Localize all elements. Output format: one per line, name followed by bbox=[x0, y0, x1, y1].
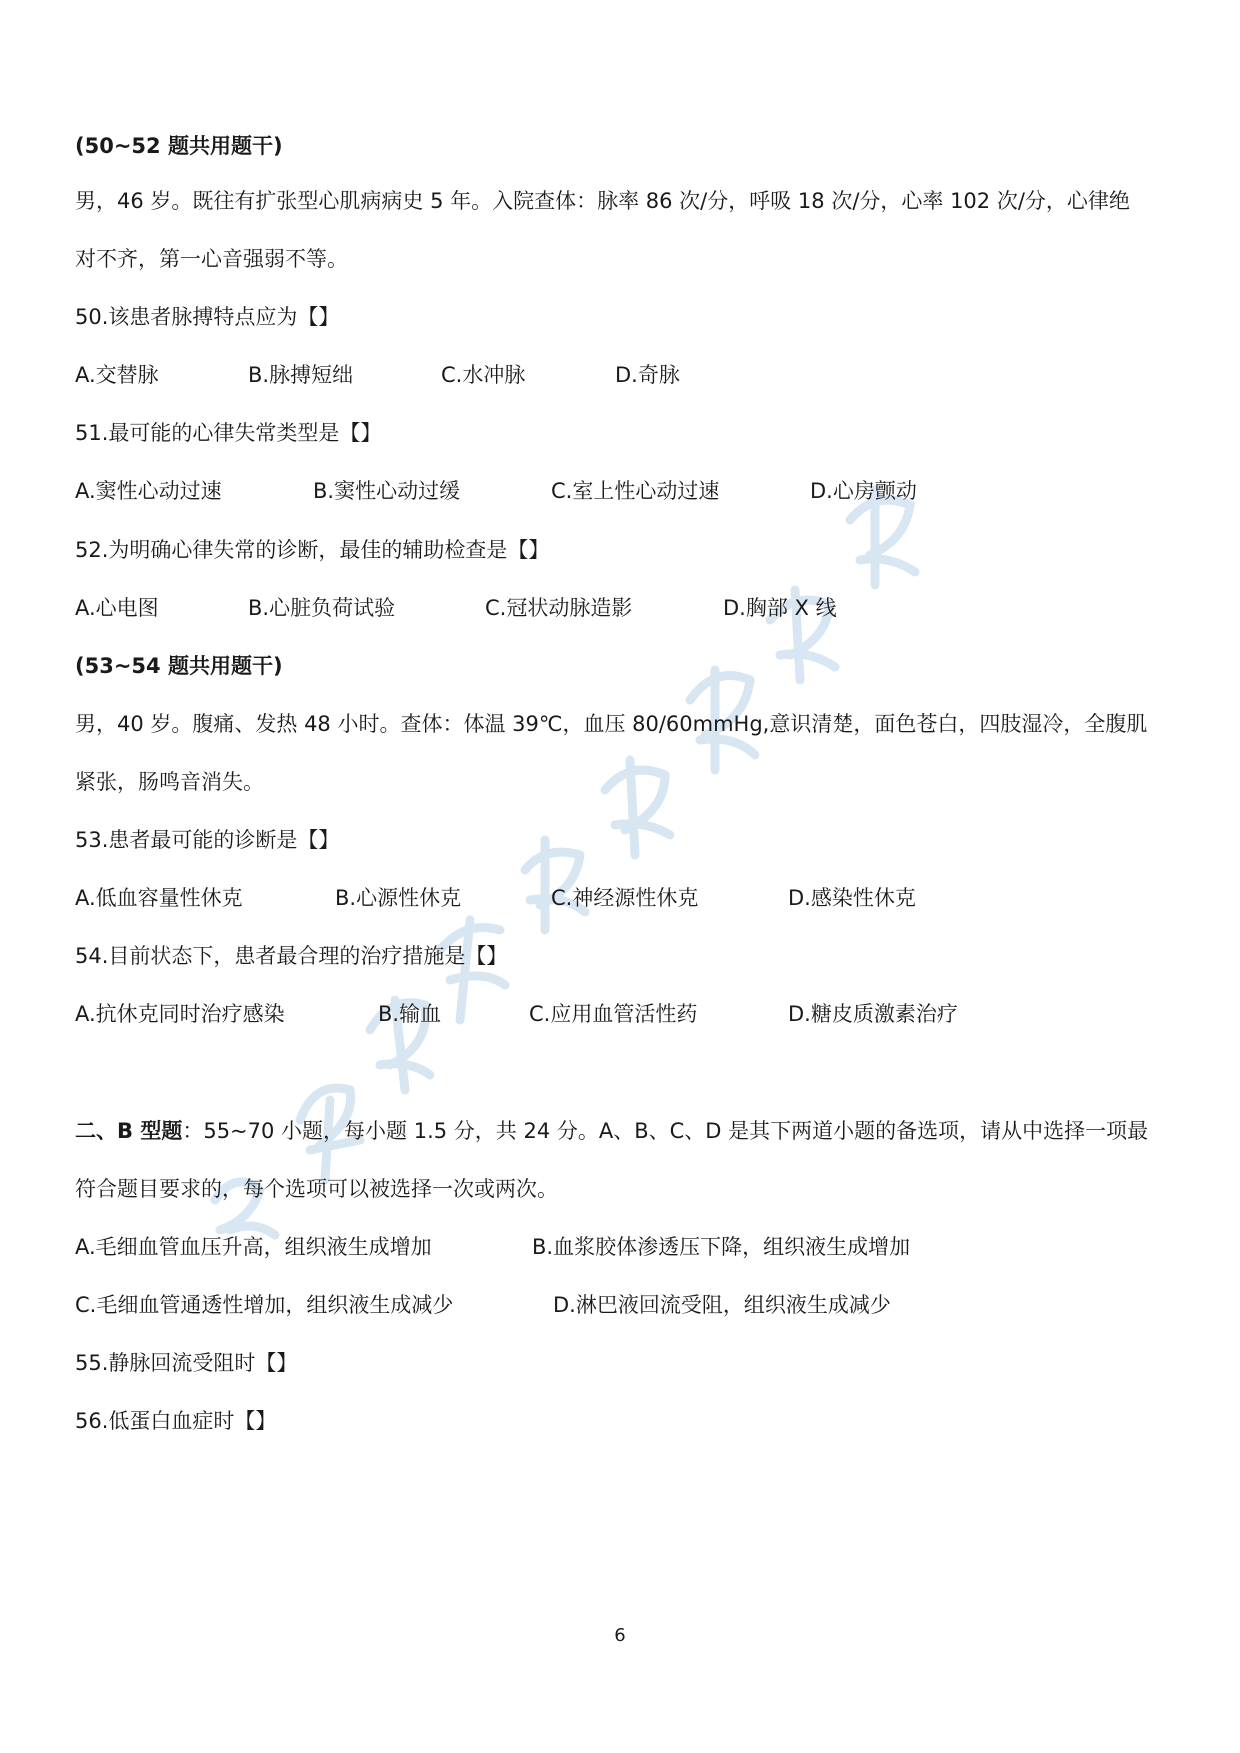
question-50-option-d: D.奇脉 bbox=[615, 363, 680, 387]
shared-option-c: C.毛细血管通透性增加，组织液生成减少 bbox=[75, 1293, 454, 1317]
question-54-option-c: C.应用血管活性药 bbox=[529, 1002, 698, 1026]
shared-option-a: A.毛细血管血压升高，组织液生成增加 bbox=[75, 1235, 432, 1259]
question-50-stem: 50.该患者脉搏特点应为【】 bbox=[75, 305, 340, 329]
shared-option-b: B.血浆胶体渗透压下降，组织液生成增加 bbox=[532, 1235, 911, 1259]
section-b-title-rest: ：55~70 小题，每小题 1.5 分，共 24 分。A、B、C、D 是其下两道小题的备选项，请从中选择一项最 bbox=[182, 1119, 1149, 1143]
question-52-option-b: B.心脏负荷试验 bbox=[248, 596, 396, 620]
question-54-option-d: D.糖皮质激素治疗 bbox=[788, 1002, 958, 1026]
watermark-stroke bbox=[605, 760, 670, 855]
question-50-option-a: A.交替脉 bbox=[75, 363, 159, 387]
question-53-option-b: B.心源性休克 bbox=[335, 886, 462, 910]
case-stem-line: 男，40 岁。腹痛、发热 48 小时。查体：体温 39℃，血压 80/60mmHg,意识清楚，面色苍白，四肢湿冷，全腹肌 bbox=[75, 712, 1148, 736]
question-51-option-d: D.心房颤动 bbox=[810, 479, 917, 503]
question-55-stem: 55.静脉回流受阻时【】 bbox=[75, 1351, 298, 1375]
question-51-option-a: A.窦性心动过速 bbox=[75, 479, 222, 503]
page-number: 6 bbox=[614, 1625, 626, 1646]
section-b-title: 二、B 型题 bbox=[75, 1119, 183, 1143]
question-52-option-d: D.胸部 X 线 bbox=[723, 596, 837, 620]
section-b-instructions bbox=[75, 1116, 1148, 1146]
question-53-option-c: C.神经源性休克 bbox=[551, 886, 699, 910]
question-53-stem: 53.患者最可能的诊断是【】 bbox=[75, 828, 340, 852]
question-52-stem: 52.为明确心律失常的诊断，最佳的辅助检查是【】 bbox=[75, 538, 550, 562]
question-51-option-b: B.窦性心动过缓 bbox=[313, 479, 461, 503]
question-51-stem: 51.最可能的心律失常类型是【】 bbox=[75, 421, 382, 445]
question-50-option-b: B.脉搏短绌 bbox=[248, 363, 354, 387]
question-52-option-a: A.心电图 bbox=[75, 596, 159, 620]
question-52-option-c: C.冠状动脉造影 bbox=[485, 596, 633, 620]
question-54-option-b: B.输血 bbox=[378, 1002, 442, 1026]
case-stem-line: 紧张，肠鸣音消失。 bbox=[75, 770, 264, 794]
case-stem-line: 对不齐，第一心音强弱不等。 bbox=[75, 247, 348, 271]
question-54-option-a: A.抗休克同时治疗感染 bbox=[75, 1002, 285, 1026]
group-header-53-54: (53~54 题共用题干) bbox=[75, 654, 283, 678]
shared-option-d: D.淋巴液回流受阻，组织液生成减少 bbox=[553, 1293, 891, 1317]
case-stem-line: 男，46 岁。既往有扩张型心肌病病史 5 年。入院查体：脉率 86 次/分，呼吸 18 次/分，心率 102 次/分，心律绝 bbox=[75, 189, 1130, 213]
question-50-option-c: C.水冲脉 bbox=[441, 363, 526, 387]
question-54-stem: 54.目前状态下，患者最合理的治疗措施是【】 bbox=[75, 944, 508, 968]
question-51-option-c: C.室上性心动过速 bbox=[551, 479, 720, 503]
question-53-option-d: D.感染性休克 bbox=[788, 886, 916, 910]
group-header-50-52: (50~52 题共用题干) bbox=[75, 134, 283, 158]
question-56-stem: 56.低蛋白血症时【】 bbox=[75, 1409, 277, 1433]
section-b-instructions-line2: 符合题目要求的，每个选项可以被选择一次或两次。 bbox=[75, 1177, 558, 1201]
question-53-option-a: A.低血容量性休克 bbox=[75, 886, 243, 910]
